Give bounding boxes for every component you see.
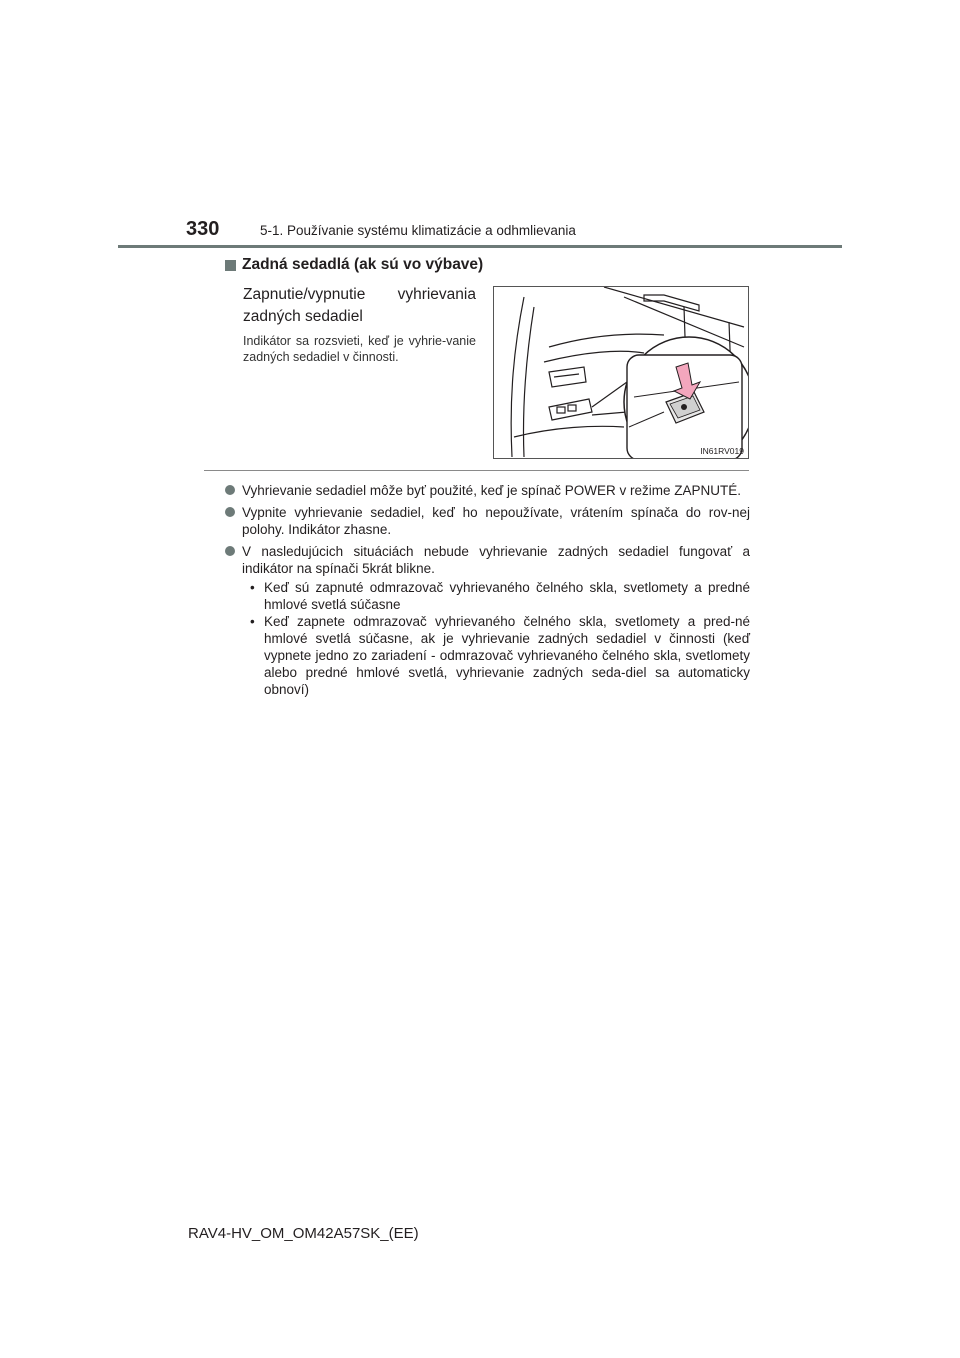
car-door-drawing — [494, 287, 749, 459]
circle-bullet-icon — [225, 485, 235, 495]
section-heading-text: Zadná sedadlá (ak sú vo výbave) — [242, 256, 484, 273]
note-text: V nasledujúcich situáciách nebude vyhrievanie zadných sedadiel fungovať a indikátor na spínači 5krát blikne. — [242, 544, 750, 576]
note-text: Vyhrievanie sedadiel môže byť použité, keď je spínač POWER v režime ZAPNUTÉ. — [242, 483, 742, 498]
seat-heater-illustration — [493, 286, 749, 459]
chapter-title: 5-1. Používanie systému klimatizácie a odhmlievania — [260, 223, 576, 238]
sub-notes-list — [250, 579, 750, 698]
sub-note-marker: • — [250, 580, 255, 595]
illustration-code: IN61RV019 — [700, 446, 744, 456]
page-header — [186, 218, 846, 248]
section-divider — [204, 470, 749, 471]
sub-note-item — [250, 579, 750, 613]
note-item — [225, 543, 750, 698]
feature-title: Zapnutie/vypnutie vyhrievania zadných sedadiel — [243, 286, 476, 325]
sub-note-text: Keď zapnete odmrazovač vyhrievaného čelného skla, svetlomety a pred-né hmlové svetlá súčasne, ak je vyhrievanie zadných sedadiel v činnosti (keď vypnete jedno zo zariadení - odmrazovač vyhrievaného čelného skla, svetlomety alebo predné hmlové svetlá, vyhrievanie zadných seda-diel sa automaticky obnoví) — [264, 614, 750, 697]
notes-list — [225, 482, 750, 703]
sub-note-item — [250, 613, 750, 698]
header-divider — [118, 245, 842, 248]
document-id: RAV4-HV_OM_OM42A57SK_(EE) — [188, 1225, 419, 1242]
sub-note-text: Keď sú zapnuté odmrazovač vyhrievaného čelného skla, svetlomety a predné hmlové svetlá súčasne — [264, 580, 750, 612]
section-heading — [225, 256, 483, 274]
circle-bullet-icon — [225, 507, 235, 517]
note-text: Vypnite vyhrievanie sedadiel, keď ho nepoužívate, vrátením spínača do rov-nej polohy. Indikátor zhasne. — [242, 505, 750, 537]
square-bullet-icon — [225, 260, 236, 271]
note-item — [225, 504, 750, 538]
page-number: 330 — [186, 218, 220, 240]
feature-description: Indikátor sa rozsvieti, keď je vyhrie-vanie zadných sedadiel v činnosti. — [243, 334, 476, 364]
circle-bullet-icon — [225, 546, 235, 556]
sub-note-marker: • — [250, 614, 255, 629]
note-item — [225, 482, 750, 499]
